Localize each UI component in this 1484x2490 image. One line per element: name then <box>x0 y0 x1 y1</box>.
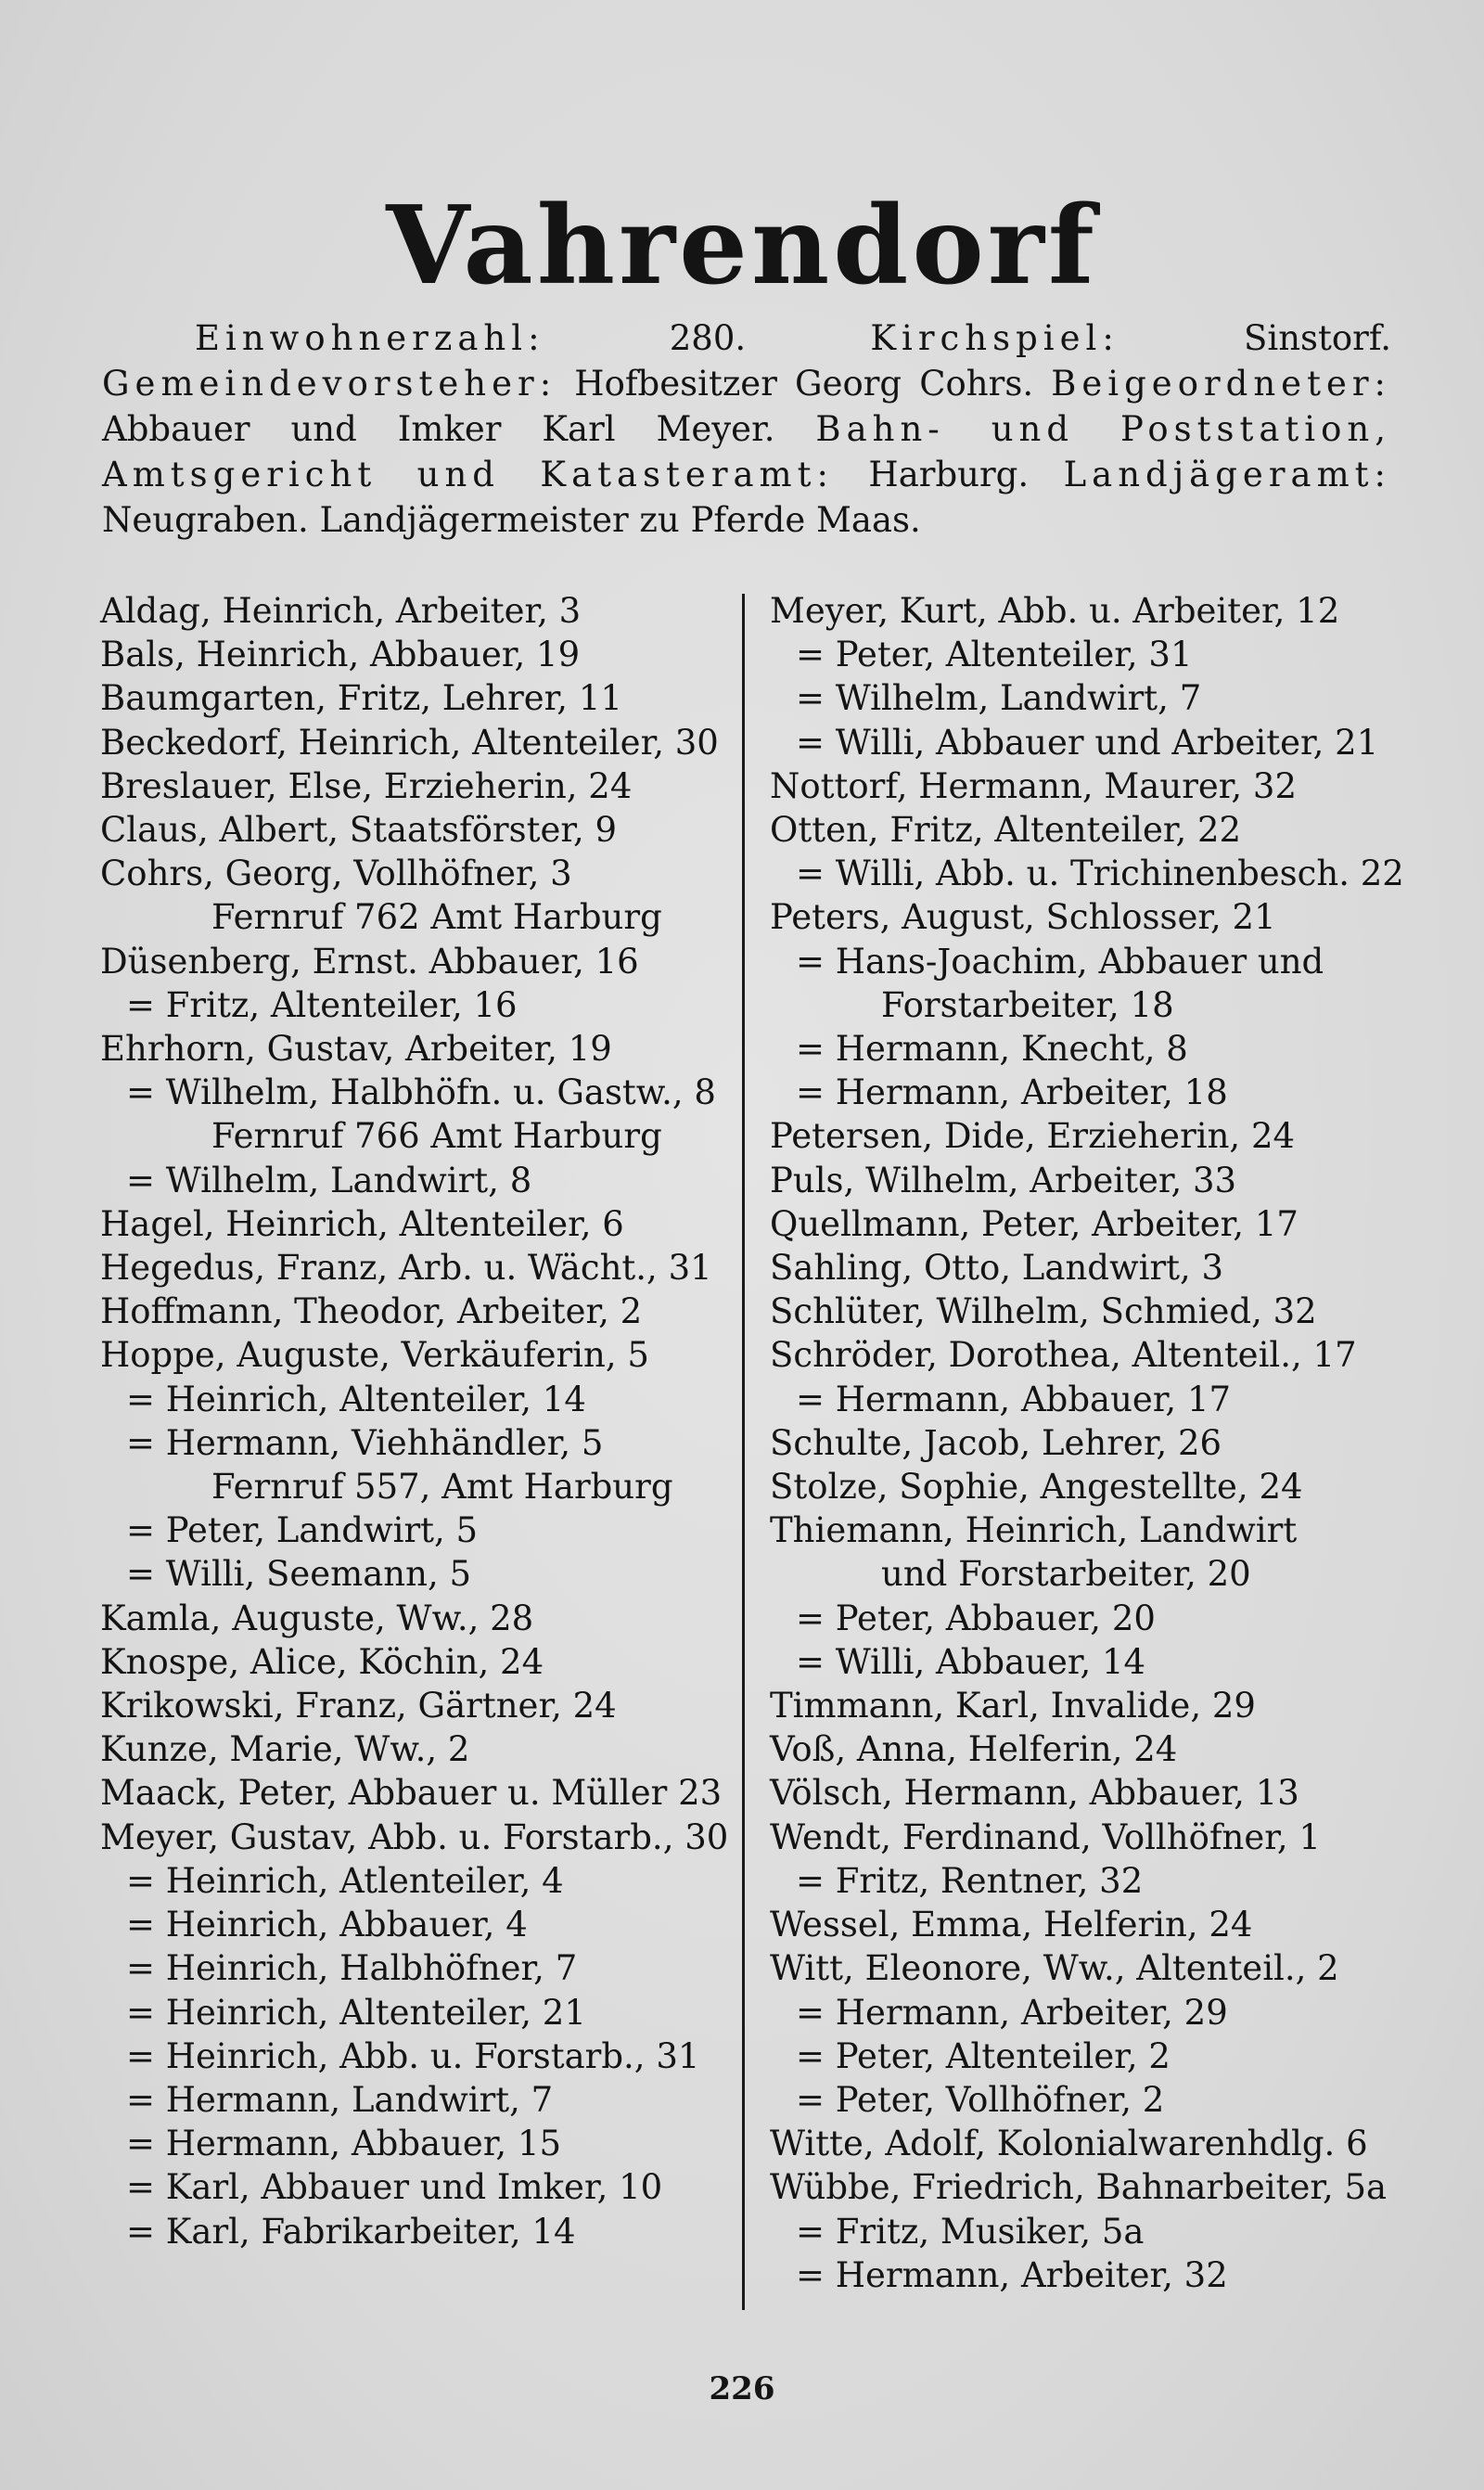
intro-field-label: Bahn- und Poststation, Amtsgericht und Katasteramt: <box>102 409 1391 494</box>
resident-entry: Witt, Eleonore, Ww., Altenteil., 2 <box>770 1948 1339 1989</box>
resident-entry: Völsch, Hermann, Abbauer, 13 <box>770 1773 1299 1814</box>
resident-sub-entry: = Fritz, Rentner, 32 <box>796 1860 1144 1901</box>
resident-entry: Breslauer, Else, Erzieherin, 24 <box>100 765 633 806</box>
resident-sub-entry: = Peter, Vollhöfner, 2 <box>796 2079 1165 2120</box>
resident-entry: Quellmann, Peter, Arbeiter, 17 <box>770 1203 1298 1244</box>
resident-entry: Schulte, Jacob, Lehrer, 26 <box>770 1422 1222 1463</box>
intro-field-value: 280. <box>544 318 871 358</box>
resident-sub-entry: = Wilhelm, Halbhöfn. u. Gastw., 8 <box>126 1072 716 1113</box>
resident-sub-entry: = Wilhelm, Landwirt, 8 <box>126 1160 532 1200</box>
intro-field-label: Kirchspiel: <box>870 318 1119 358</box>
resident-entry: Kamla, Auguste, Ww., 28 <box>100 1598 534 1638</box>
intro-field-value: Hofbesitzer Georg Cohrs. <box>556 364 1052 404</box>
resident-sub-entry: = Hermann, Arbeiter, 18 <box>796 1072 1228 1113</box>
resident-sub-entry: = Willi, Seemann, 5 <box>126 1554 472 1595</box>
resident-entry: Maack, Peter, Abbauer u. Müller 23 <box>100 1773 723 1814</box>
resident-sub-entry: = Hermann, Viehhändler, 5 <box>126 1422 604 1463</box>
resident-entry: Peters, August, Schlosser, 21 <box>770 897 1276 938</box>
resident-sub-entry: = Hermann, Arbeiter, 32 <box>796 2254 1228 2295</box>
resident-sub-entry: = Hermann, Abbauer, 15 <box>126 2124 562 2164</box>
entry-continuation: und Forstarbeiter, 20 <box>881 1554 1251 1595</box>
resident-entry: Schlüter, Wilhelm, Schmied, 32 <box>770 1291 1317 1332</box>
resident-sub-entry: = Heinrich, Atlenteiler, 4 <box>126 1860 564 1901</box>
resident-entry: Stolze, Sophie, Angestellte, 24 <box>770 1467 1303 1508</box>
resident-entry: Voß, Anna, Helferin, 24 <box>770 1729 1178 1770</box>
resident-entry: Hagel, Heinrich, Altenteiler, 6 <box>100 1203 624 1244</box>
entry-continuation: Fernruf 557, Amt Harburg <box>211 1467 673 1508</box>
resident-entry: Sahling, Otto, Landwirt, 3 <box>770 1248 1224 1289</box>
resident-entry: Otten, Fritz, Altenteiler, 22 <box>770 810 1242 851</box>
page-number: 226 <box>709 2370 775 2407</box>
intro-field-value: Abbauer und Imker Karl Meyer. <box>102 409 816 449</box>
resident-sub-entry: = Hans-Joachim, Abbauer und <box>796 941 1324 982</box>
resident-sub-entry: = Peter, Altenteiler, 31 <box>796 635 1193 675</box>
left-column <box>100 589 740 2253</box>
intro-field-label: Einwohnerzahl: <box>195 318 545 358</box>
resident-entry: Beckedorf, Heinrich, Altenteiler, 30 <box>100 722 719 763</box>
resident-entry: Aldag, Heinrich, Arbeiter, 3 <box>100 591 582 631</box>
resident-entry: Cohrs, Georg, Vollhöfner, 3 <box>100 854 572 894</box>
resident-entry: Wübbe, Friedrich, Bahnarbeiter, 5a <box>770 2167 1388 2208</box>
resident-entry: Nottorf, Hermann, Maurer, 32 <box>770 765 1298 806</box>
resident-sub-entry: = Willi, Abbauer, 14 <box>796 1641 1146 1682</box>
intro-field-value: Harburg. <box>833 455 1064 494</box>
resident-sub-entry: = Heinrich, Abbauer, 4 <box>126 1905 528 1945</box>
intro-field-label: Landjägeramt: <box>1063 455 1391 494</box>
page-title: Vahrendorf <box>386 183 1098 309</box>
resident-sub-entry: = Willi, Abbauer und Arbeiter, 21 <box>796 722 1379 763</box>
resident-entry: Kunze, Marie, Ww., 2 <box>100 1729 470 1770</box>
intro-field-value: Sinstorf. <box>1119 318 1392 358</box>
resident-entry: Puls, Wilhelm, Arbeiter, 33 <box>770 1160 1237 1200</box>
entry-continuation: Fernruf 762 Amt Harburg <box>211 897 662 938</box>
entry-continuation: Fernruf 766 Amt Harburg <box>211 1116 662 1157</box>
entry-continuation: Forstarbeiter, 18 <box>881 984 1174 1025</box>
resident-entry: Wendt, Ferdinand, Vollhöfner, 1 <box>770 1816 1321 1857</box>
resident-entry: Witte, Adolf, Kolonialwarenhdlg. 6 <box>770 2124 1368 2164</box>
resident-sub-entry: = Hermann, Knecht, 8 <box>796 1029 1188 1070</box>
resident-entry: Hegedus, Franz, Arb. u. Wächt., 31 <box>100 1248 712 1289</box>
resident-entry: Knospe, Alice, Köchin, 24 <box>100 1641 544 1682</box>
intro-field-label: Gemeindevorsteher: <box>102 364 557 404</box>
resident-sub-entry: = Peter, Landwirt, 5 <box>126 1510 479 1551</box>
resident-sub-entry: = Hermann, Landwirt, 7 <box>126 2079 554 2120</box>
resident-entry: Claus, Albert, Staatsförster, 9 <box>100 810 618 851</box>
resident-entry: Hoffmann, Theodor, Arbeiter, 2 <box>100 1291 643 1332</box>
resident-sub-entry: = Heinrich, Halbhöfner, 7 <box>126 1948 578 1989</box>
resident-sub-entry: = Peter, Altenteiler, 2 <box>796 2035 1171 2076</box>
resident-entry: Hoppe, Auguste, Verkäuferin, 5 <box>100 1335 649 1376</box>
resident-entry: Wessel, Emma, Helferin, 24 <box>770 1905 1253 1945</box>
resident-sub-entry: = Fritz, Altenteiler, 16 <box>126 984 518 1025</box>
resident-sub-entry: = Karl, Abbauer und Imker, 10 <box>126 2167 663 2208</box>
resident-sub-entry: = Karl, Fabrikarbeiter, 14 <box>126 2211 576 2252</box>
resident-entry: Schröder, Dorothea, Altenteil., 17 <box>770 1335 1357 1376</box>
right-column <box>770 589 1410 2297</box>
resident-sub-entry: = Wilhelm, Landwirt, 7 <box>796 678 1202 719</box>
resident-entry: Meyer, Gustav, Abb. u. Forstarb., 30 <box>100 1816 729 1857</box>
resident-sub-entry: = Fritz, Musiker, 5a <box>796 2211 1145 2252</box>
column-divider <box>742 594 745 2310</box>
resident-entry: Düsenberg, Ernst. Abbauer, 16 <box>100 941 639 982</box>
resident-sub-entry: = Peter, Abbauer, 20 <box>796 1598 1156 1638</box>
resident-sub-entry: = Heinrich, Altenteiler, 21 <box>126 1992 586 2033</box>
intro-paragraph <box>102 315 1391 543</box>
resident-entry: Krikowski, Franz, Gärtner, 24 <box>100 1686 617 1726</box>
resident-entry: Thiemann, Heinrich, Landwirt <box>770 1510 1298 1551</box>
resident-entry: Ehrhorn, Gustav, Arbeiter, 19 <box>100 1029 612 1070</box>
resident-sub-entry: = Hermann, Arbeiter, 29 <box>796 1992 1228 2033</box>
resident-entry: Bals, Heinrich, Abbauer, 19 <box>100 635 581 675</box>
resident-entry: Meyer, Kurt, Abb. u. Arbeiter, 12 <box>770 591 1340 631</box>
resident-entry: Baumgarten, Fritz, Lehrer, 11 <box>100 678 622 719</box>
intro-field-label: Beigeordneter: <box>1051 364 1391 404</box>
resident-sub-entry: = Willi, Abb. u. Trichinenbesch. 22 <box>796 854 1404 894</box>
resident-sub-entry: = Heinrich, Abb. u. Forstarb., 31 <box>126 2035 700 2076</box>
intro-field-value: Neugraben. Landjägermeister zu Pferde Maas. <box>102 500 921 540</box>
resident-sub-entry: = Hermann, Abbauer, 17 <box>796 1379 1232 1419</box>
resident-entry: Petersen, Dide, Erzieherin, 24 <box>770 1116 1296 1157</box>
resident-entry: Timmann, Karl, Invalide, 29 <box>770 1686 1256 1726</box>
resident-sub-entry: = Heinrich, Altenteiler, 14 <box>126 1379 586 1419</box>
